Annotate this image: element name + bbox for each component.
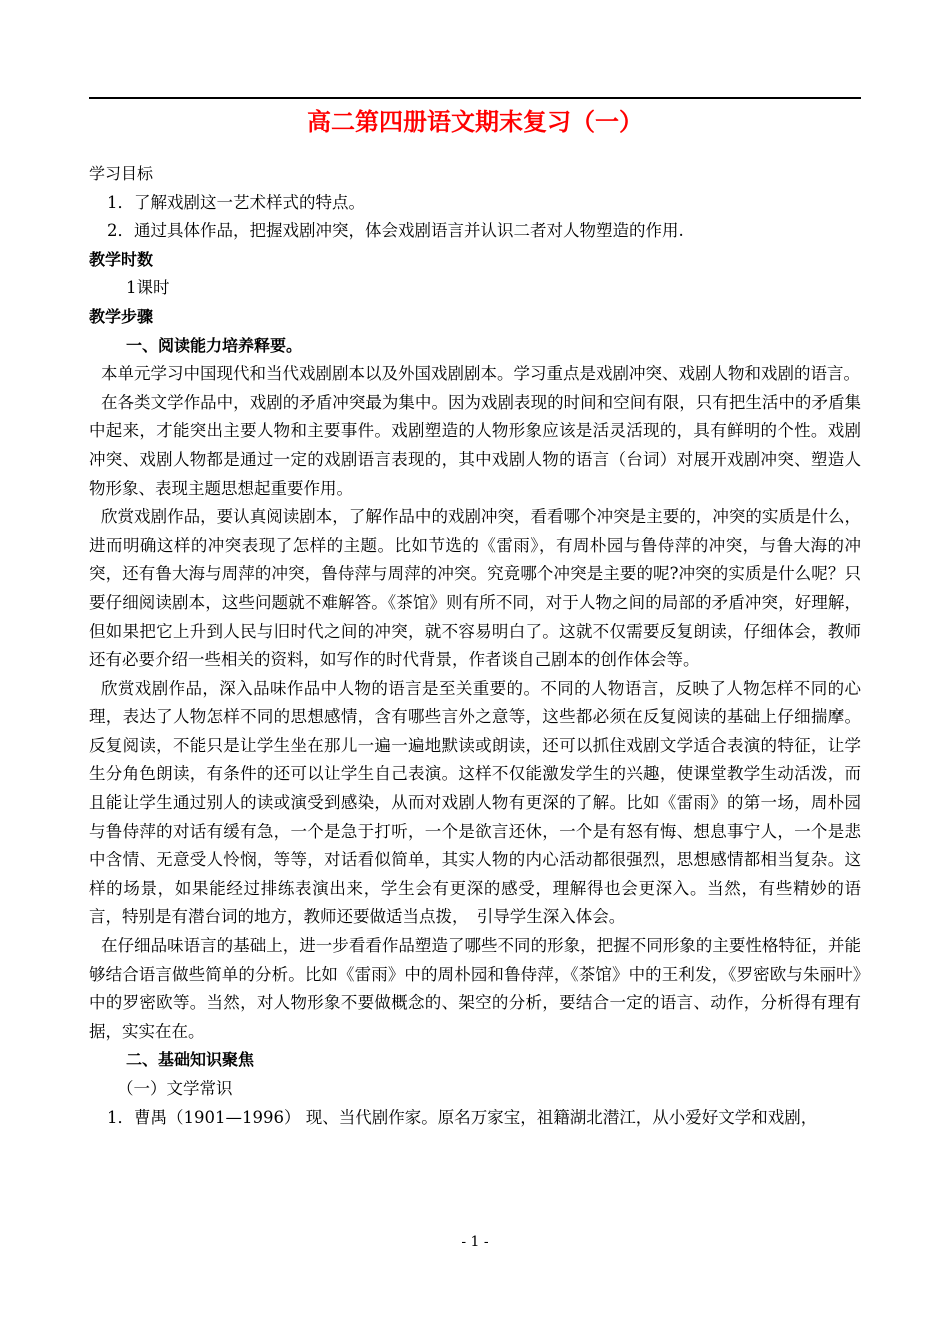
page-title: 高二第四册语文期末复习（一） <box>307 108 643 136</box>
page-number: - 1 - <box>461 1234 489 1250</box>
goal-item: 1．了解戏剧这一艺术样式的特点。 <box>107 192 365 212</box>
section2-item: 1．曹禺（1901—1996） 现、当代剧作家。原名万家宝，祖籍湖北潜江，从小爱好文学和戏剧， <box>107 1107 818 1127</box>
steps-heading: 教学步骤 <box>89 306 154 326</box>
document-body <box>89 160 861 1132</box>
hours-value: 1课时 <box>126 278 170 298</box>
section1-paragraph: 在仔细品味语言的基础上，进一步看看作品塑造了哪些不同的形象，把握不同形象的主要性格特征，并能够结合语言做些简单的分析。比如《雷雨》中的周朴园和鲁侍萍，《茶馆》中的王利发，《罗密欧与朱丽叶》中的罗密欧等。当然，对人物形象不要做概念的、架空的分析，要结合一定的语言、动作，分析得有理有据，实实在在。 <box>89 936 861 1041</box>
goal-item: 2．通过具体作品，把握戏剧冲突，体会戏剧语言并认识二者对人物塑造的作用. <box>107 221 684 241</box>
section1-paragraph: 本单元学习中国现代和当代戏剧剧本以及外国戏剧剧本。学习重点是戏剧冲突、戏剧人物和戏剧的语言。 <box>101 364 860 384</box>
goals-heading: 学习目标 <box>89 164 154 183</box>
hours-heading: 教学时数 <box>89 249 154 269</box>
section1-paragraph: 欣赏戏剧作品，要认真阅读剧本，了解作品中的戏剧冲突，看看哪个冲突是主要的，冲突的实质是什么，进而明确这样的冲突表现了怎样的主题。比如节选的《雷雨》，有周朴园与鲁侍萍的冲突，与鲁大海的冲突，还有鲁大海与周萍的冲突，鲁侍萍与周萍的冲突。究竟哪个冲突是主要的呢?冲突的实质是什么呢？只要仔细阅读剧本，这些问题就不难解答。《茶馆》则有所不同，对于人物之间的局部的矛盾冲突，好理解，但如果把它上升到人民与旧时代之间的冲突，就不容易明白了。这就不仅需要反复朗读，仔细体会，教师还有必要介绍一些相关的资料，如写作的时代背景，作者谈自己剧本的创作体会等。 <box>89 507 861 670</box>
section2-subheading: （一）文学常识 <box>117 1079 233 1098</box>
top-rule <box>89 97 861 99</box>
section1-paragraph: 在各类文学作品中，戏剧的矛盾冲突最为集中。因为戏剧表现的时间和空间有限，只有把生活中的矛盾集中起来，才能突出主要人物和主要事件。戏剧塑造的人物形象应该是活灵活现的，具有鲜明的个性。戏剧冲突、戏剧人物都是通过一定的戏剧语言表现的，其中戏剧人物的语言（台词）对展开戏剧冲突、塑造人物形象、表现主题思想起重要作用。 <box>89 392 861 498</box>
section2-heading: 二、基础知识聚焦 <box>126 1050 255 1070</box>
section1-heading: 一、阅读能力培养释要。 <box>126 335 303 355</box>
section1-paragraph: 欣赏戏剧作品，深入品味作品中人物的语言是至关重要的。不同的人物语言，反映了人物怎样不同的心理，表达了人物怎样不同的思想感情，含有哪些言外之意等，这些都必须在反复阅读的基础上仔细揣摩。反复阅读，不能只是让学生坐在那儿一遍一遍地默读或朗读，还可以抓住戏剧文学适合表演的特征，让学生分角色朗读，有条件的还可以让学生自己表演。这样不仅能激发学生的兴趣，使课堂教学生动活泼，而且能让学生通过别人的读或演受到感染，从而对戏剧人物有更深的了解。比如《雷雨》的第一场，周朴园与鲁侍萍的对话有缓有急，一个是急于打听，一个是欲言还休，一个是有怒有悔、想息事宁人，一个是悲中含情、无意受人怜悯，等等，对话看似简单，其实人物的内心活动都很强烈，思想感情都相当复杂。这样的场景，如果能经过排练表演出来，学生会有更深的感受，理解得也会更深入。当然，有些精妙的语言，特别是有潜台词的地方，教师还要做适当点拨， 引导学生深入体会。 <box>89 678 861 927</box>
